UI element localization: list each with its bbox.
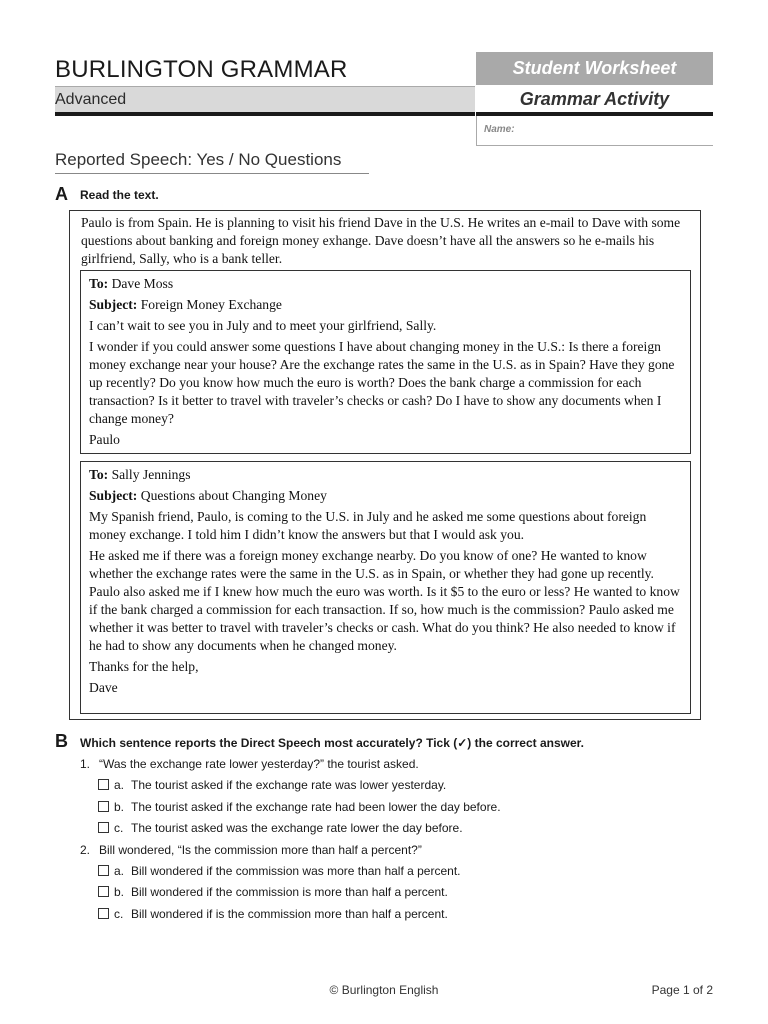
checkbox[interactable]	[98, 801, 109, 812]
section-a-letter: A	[55, 184, 68, 204]
activity-label: Grammar Activity	[476, 85, 713, 116]
email1-to-line	[89, 275, 682, 293]
level-label: Advanced	[55, 86, 475, 116]
section-b-instruction: Which sentence reports the Direct Speech most accurately? Tick (✓) the correct answer.	[80, 736, 584, 750]
checkbox[interactable]	[98, 865, 109, 876]
checkbox[interactable]	[98, 908, 109, 919]
reading-text-box	[69, 210, 701, 720]
option-1a[interactable]	[80, 775, 720, 797]
checkbox[interactable]	[98, 886, 109, 897]
question-list	[80, 754, 720, 925]
question-number: 1.	[80, 757, 91, 771]
option-text: The tourist asked if the exchange rate was lower yesterday.	[131, 778, 447, 792]
option-1b[interactable]	[80, 797, 720, 819]
email2-para1: My Spanish friend, Paulo, is coming to the U.S. in July and he asked me some questions about foreign money exchange. I told him I didn’t know the answers but that I would ask you.	[89, 509, 647, 542]
question-stem: “Was the exchange rate lower yesterday?” the tourist asked.	[99, 757, 419, 771]
email2-signoff: Dave	[89, 680, 118, 695]
email1-subject-label: Subject:	[89, 297, 138, 312]
email1-para2: I wonder if you could answer some questions I have about changing money in the U.S.: Is there a foreign money exchange near your house? Are the exchange rates the same in the U.S. as in Spain? Have they gone up recently? Do you know how much the euro is worth? Does the bank charge a commission for each transaction? Is it better to travel with traveler’s checks or cash? Do I have to show any documents when I change money?	[89, 339, 675, 426]
worksheet-label: Student Worksheet	[476, 52, 713, 85]
email2-para2: He asked me if there was a foreign money exchange nearby. Do you know of one? He wanted to know whether the exchange rates were the same in the U.S. as in Spain, or whether they had gone up recently. Paulo also asked me if I knew how much the euro was worth. Is it $5 to the euro or less? He wanted to know if the bank charged a commission for each transaction. If so, how much is the commission? Paulo asked me whether it was better to travel with traveler’s checks or cash. What do you think? He also needed to know if he had to show any documents when he changed money.	[89, 548, 680, 653]
name-field[interactable]	[476, 116, 713, 146]
email2-subject-line	[89, 487, 682, 505]
email-paulo	[80, 270, 691, 454]
option-letter: c.	[114, 821, 124, 835]
option-text: Bill wondered if is the commission more than half a percent.	[131, 906, 448, 921]
question-2	[80, 840, 720, 861]
question-1	[80, 754, 720, 775]
email1-subject-line	[89, 296, 682, 314]
email1-to-label: To:	[89, 276, 109, 291]
option-text: The tourist asked if the exchange rate had been lower the day before.	[131, 799, 501, 814]
checkbox[interactable]	[98, 779, 109, 790]
option-letter: c.	[114, 906, 124, 921]
email1-to: Dave Moss	[111, 276, 174, 291]
option-letter: a.	[114, 778, 125, 792]
email1-para1: I can’t wait to see you in July and to meet your girlfriend, Sally.	[89, 318, 437, 333]
option-text: The tourist asked was the exchange rate lower the day before.	[131, 821, 463, 835]
option-text: Bill wondered if the commission was more than half a percent.	[131, 863, 461, 878]
footer-copyright: © Burlington English	[329, 983, 439, 997]
intro-paragraph: Paulo is from Spain. He is planning to visit his friend Dave in the U.S. He writes an e-mail to Dave with some questions about banking and foreign money exhange. Dave doesn’t have all the answers so he e-mails his girlfriend, Sally, who is a bank teller.	[81, 215, 681, 266]
option-2b[interactable]	[80, 882, 720, 904]
section-a-instruction: Read the text.	[80, 188, 159, 202]
option-2a[interactable]	[80, 861, 720, 883]
email2-subject-label: Subject:	[89, 488, 138, 503]
section-b-letter: B	[55, 731, 68, 751]
header-left	[55, 52, 475, 116]
option-letter: b.	[114, 885, 125, 899]
header-right	[476, 52, 713, 146]
option-letter: b.	[114, 799, 125, 814]
email2-subject: Questions about Changing Money	[140, 488, 327, 503]
question-stem: Bill wondered, “Is the commission more than half a percent?”	[99, 842, 422, 857]
email2-thanks: Thanks for the help,	[89, 659, 199, 674]
email1-signoff: Paulo	[89, 432, 120, 447]
option-text: Bill wondered if the commission is more than half a percent.	[131, 885, 448, 899]
email2-to-label: To:	[89, 467, 109, 482]
brand-title: BURLINGTON GRAMMAR	[55, 56, 348, 83]
email-dave	[80, 461, 691, 714]
email2-to-line	[89, 466, 682, 484]
option-letter: a.	[114, 863, 125, 878]
email2-to: Sally Jennings	[111, 467, 191, 482]
section-title: Reported Speech: Yes / No Questions	[55, 150, 369, 174]
question-number: 2.	[80, 842, 91, 857]
name-label: Name:	[484, 124, 515, 135]
email1-subject: Foreign Money Exchange	[140, 297, 282, 312]
checkbox[interactable]	[98, 822, 109, 833]
footer-page-number: Page 1 of 2	[651, 983, 713, 997]
option-2c[interactable]	[80, 904, 720, 926]
option-1c[interactable]	[80, 818, 720, 840]
